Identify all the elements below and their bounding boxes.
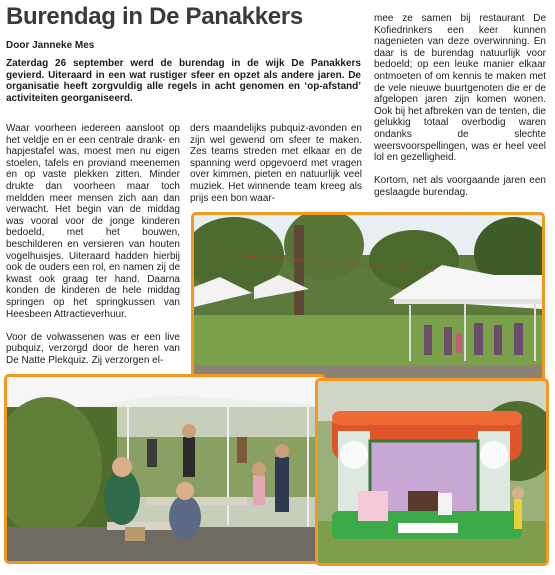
tents-scene-image [194, 215, 542, 385]
paragraph: ders maandelijks pubquiz-avonden en zijn wel gewend om sfeer te maken. Zes teams streden met elkaar en de spanning werd opgevoerd met vragen over kimmen, pieten en natuurlijk veel muziek. Het winnende team kreeg als prijs een bon waar- [190, 123, 362, 204]
bouncy-castle-image [318, 381, 546, 563]
photo-bouncy-castle [315, 378, 549, 566]
paragraph: Voor de volwassenen was er een live pubquiz, verzorgd door de heren van De Natte Plekquiz. Zij verzorgen el- [6, 331, 180, 366]
article-byline: Door Janneke Mes [6, 40, 95, 51]
photo-birdhouses [4, 374, 326, 564]
paragraph: Waar voorheen iedereen aansloot op het veldje en er een centrale drank- en hapjestafel was, moest men nu eigen stoelen, tafels en proviand meenemen en op vaste plekken zitten. Minder drukte dan voorheen maar toch meldden meer mensen zich aan dan verwacht. Het begin van de middag was vooral voor de jonge kinderen bedoeld, met het bouwen, beschilderen en versieren van houten vogelhuisjes. Uiteraard hadden hierbij ook de ouders een rol, en namen zij de kwast ook graag ter hand. Daarna konden de kinderen de hele middag springen op het springkussen van Heesbeen Attractieverhuur. [6, 123, 180, 320]
text-column-1 [6, 123, 180, 366]
text-column-3 [374, 13, 546, 199]
paragraph: mee ze samen bij restaurant De Kofiedrinkers een keer kunnen nagenieten van deze overwinning. En daar is de burendag natuurlijk voor bedoeld; op een leuke manier elkaar ontmoeten of om kennis te maken met de vele nieuwe buurtgenoten die er de afgelopen jaren zijn komen wonen. Ook bij het afbreken van de tenten, die gelukkig totaal overbodig waren ondanks de slechte weersvoorspellingen, was er heel veel lol en gezelligheid. [374, 13, 546, 164]
text-column-2 [190, 123, 362, 204]
paragraph: Kortom, net als voorgaande jaren een geslaagde burendag. [374, 175, 546, 198]
article-title: Burendag in De Panakkers [6, 3, 303, 30]
birdhouse-scene-image [7, 377, 323, 561]
photo-tents [191, 212, 545, 388]
article-lead: Zaterdag 26 september werd de burendag in de wijk De Panakkers gevierd. Uiteraard in een wat rustiger sfeer en opzet als andere jaren. De organisatie heeft zorgvuldig alle regels in acht genomen en ‘op-afstand’ activiteiten georganiseerd. [6, 58, 361, 104]
